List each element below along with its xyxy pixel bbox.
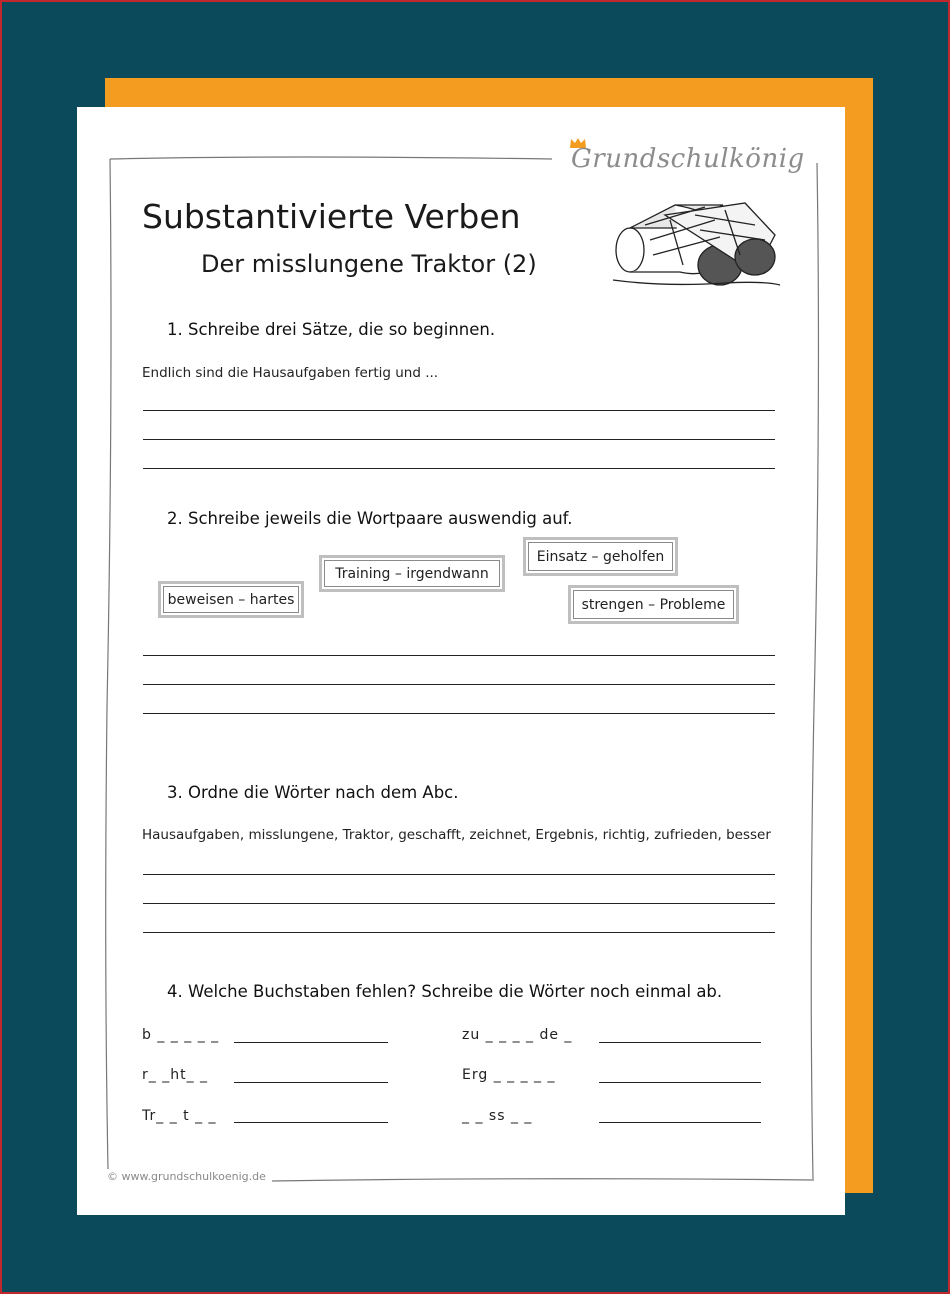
writing-line[interactable]: [143, 713, 775, 714]
worksheet-subtitle: Der misslungene Traktor (2): [201, 250, 537, 278]
word-pair-card: Einsatz – geholfen: [523, 537, 678, 576]
missing-letters-word: Tr_ _ t _ _: [142, 1108, 217, 1124]
writing-line[interactable]: [143, 410, 775, 411]
word-pair-card: Training – irgendwann: [319, 555, 505, 592]
writing-line[interactable]: [143, 874, 775, 875]
task2-heading: 2. Schreibe jeweils die Wortpaare auswendig auf.: [167, 509, 573, 528]
writing-line[interactable]: [143, 932, 775, 933]
answer-line[interactable]: [234, 1082, 388, 1083]
word-pair-card: strengen – Probleme: [568, 585, 739, 624]
writing-line[interactable]: [143, 468, 775, 469]
answer-line[interactable]: [599, 1042, 761, 1043]
missing-letters-word: r_ _ht_ _: [142, 1067, 209, 1083]
answer-line[interactable]: [599, 1122, 761, 1123]
task3-word-list: Hausaufgaben, misslungene, Traktor, geschafft, zeichnet, Ergebnis, richtig, zufrieden, besser: [142, 827, 771, 843]
answer-line[interactable]: [234, 1122, 388, 1123]
bundled-sticks-icon: [605, 195, 785, 290]
brand-logo: Grundschulkönig: [571, 144, 805, 174]
missing-letters-word: Erg _ _ _ _ _: [462, 1067, 556, 1083]
missing-letters-word: b _ _ _ _ _: [142, 1027, 220, 1043]
writing-line[interactable]: [143, 903, 775, 904]
writing-line[interactable]: [143, 684, 775, 685]
task1-prompt: Endlich sind die Hausaufgaben fertig und ...: [142, 365, 439, 381]
missing-letters-word: _ _ ss _ _: [462, 1108, 533, 1124]
copyright-notice: © www.grundschulkoenig.de: [107, 1170, 266, 1183]
answer-line[interactable]: [599, 1082, 761, 1083]
word-pair-card: beweisen – hartes: [158, 581, 304, 618]
worksheet-title: Substantivierte Verben: [142, 197, 521, 236]
task1-heading: 1. Schreibe drei Sätze, die so beginnen.: [167, 320, 496, 339]
writing-line[interactable]: [143, 439, 775, 440]
answer-line[interactable]: [234, 1042, 388, 1043]
worksheet-page: [77, 107, 845, 1215]
missing-letters-word: zu _ _ _ _ de _: [462, 1027, 573, 1043]
writing-line[interactable]: [143, 655, 775, 656]
task3-heading: 3. Ordne die Wörter nach dem Abc.: [167, 783, 459, 802]
task4-heading: 4. Welche Buchstaben fehlen? Schreibe die Wörter noch einmal ab.: [167, 982, 723, 1001]
